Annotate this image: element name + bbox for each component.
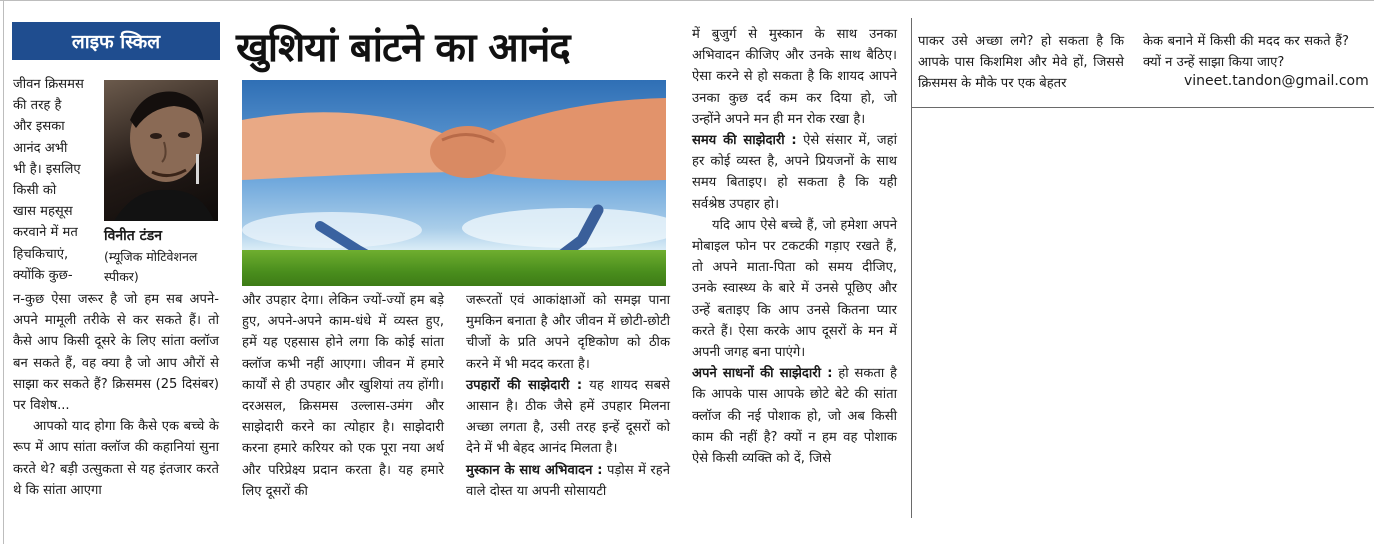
column-3-body [466,290,670,502]
intro-line: हिचकिचाएं, [13,246,69,262]
top-rule [0,0,1374,1]
column-1-body [13,289,219,501]
column-3-text: जरूरतों एवं आकांक्षाओं को समझ पाना मुमकिन बनाता है और जीवन में छोटी-छोटी चीजों के प्रति अपने दृष्टिकोण को ठीक करने में भी मदद करता है। [466,293,670,372]
column-5-body: पाकर उसे अच्छा लगे? हो सकता है कि आपके पास किशमिश और मेवे हों, जिससे क्रिसमस के मौके पर एक बेहतर [918,34,1124,92]
subsection-greeting-text: पड़ोस में रहने वाले दोस्त या अपनी सोसायटी [466,462,670,499]
column-4-body [692,24,897,469]
intro-line: भी है। इसलिए [13,161,81,177]
subsection-gifts-text: यह शायद सबसे आसान है। ठीक जैसे हमें उपहार मिलना अच्छा लगता है, उसी तरह इन्हें दूसरों को देने में भी बेहद आनंद मिलता है। [466,377,670,457]
column-end-rule [911,107,1374,108]
author-email: vineet.tandon@gmail.com [1184,73,1369,89]
article-right-border [911,18,912,518]
intro-line: क्योंकि कुछ- [13,267,73,283]
column-4-text: में बुजुर्ग से मुस्कान के साथ उनका अभिवादन कीजिए और उनके साथ बैठिए। ऐसा करने से हो सकता है कि शायद आपने उनका कुछ दर्द कम कर दिया हो, जो उन्होंने अपने मन ही मन रोक रखा है। [692,27,897,127]
subheading-time: समय की साझेदारी : [692,133,797,149]
author-name: विनीत टंडन [104,228,162,244]
main-photo [242,80,666,286]
column-1-text: न-कुछ ऐसा जरूर है जो हम सब अपने-अपने मामूली तरीके से कर सकते हैं। तो कैसे आप किसी दूसरे के लिए सांता क्लॉज बन सकते हैं, वह क्या है जो आप औरों से साझा कर सकते हैं? क्रिसमस (25 दिसंबर) पर विशेष... [13,292,219,414]
subsection-time-text: ऐसे संसार में, जहां हर कोई व्यस्त है, अपने प्रियजनों के साथ समय बिताइए। हो सकता है कि यही सर्वश्रेष्ठ उपहार हो। [692,133,897,212]
grass [242,250,666,286]
column-3-subsection-greeting [466,460,670,502]
intro-line: किसी को [13,183,57,199]
author-role: (म्यूजिक मोटिवेशनल स्पीकर) [104,249,198,284]
subheading-gifts: उपहारों की साझेदारी : [466,377,583,393]
author-photo [104,80,218,221]
subsection-resources-text: हो सकता है कि आपके पास आपके छोटे बेटे की सांता क्लॉज की नई पोशाक हो, जो अब किसी काम की नहीं है? क्यों न हम वह पोशाक ऐसे किसी व्यक्ति को दें, जिसे [692,366,898,467]
intro-line: की तरह है [13,98,62,114]
left-page-edge [3,0,4,544]
column-4-subsection-time [692,130,897,215]
intro-line: और इसका [13,119,65,135]
column-3-subsection-gifts [466,375,670,460]
intro-line: जीवन क्रिसमस [13,77,84,92]
column-6-body: केक बनाने में किसी की मदद कर सकते हैं? क्यों न उन्हें साझा किया जाए? [1143,34,1349,71]
intro-line: खास महसूस [13,204,73,220]
subheading-greeting: मुस्कान के साथ अभिवादन : [466,462,603,478]
column-4-paragraph-2: यदि आप ऐसे बच्चे हैं, जो हमेशा अपने मोबाइल फोन पर टकटकी गड़ाए रखते हैं, तो अपने माता-पिता को समय दीजिए, उनके स्वास्थ्य के बारे में उनसे पूछिए और उन्हें बताइए कि आप उनसे कितना प्यार करते हैं। ऐसा करके आप दूसरों के मन में अपनी जगह बना पाएंगे। [692,217,897,361]
headline: खुशियां बांटने का आनंद [236,25,570,71]
intro-line: करवाने में मत [13,225,78,241]
column-1-paragraph-2: आपको याद होगा कि कैसे एक बच्चे के रूप में आप सांता क्लॉज की कहानियां सुना करते थे? बड़ी उत्सुकता से यह इंतजार करते थे कि सांता आएगा [13,419,219,498]
intro-line: आनंद अभी [13,140,68,156]
author-portrait-illustration [104,80,218,221]
intro-text [13,74,98,286]
column-2-body: और उपहार देगा। लेकिन ज्यों-ज्यों हम बड़े हुए, अपने-अपने काम-धंधे में व्यस्त हुए, हमें यह एहसास होने लगा कि कोई सांता क्लॉज कभी नहीं आएगा। जीवन में हमारे कार्यों से ही उपहार और खुशियां तय होंगी। दरअसल, क्रिसमस उल्लास-उमंग और साझेदारी करने का त्योहार है। साझेदारी करना हमारे करियर को एक पूरा नया अर्थ और परिप्रेक्ष्य प्रदान करता है। यह हमारे लिए दूसरों की [242,293,444,499]
column-4-subsection-resources [692,363,897,469]
subheading-resources: अपने साधनों की साझेदारी : [692,366,833,382]
section-label: लाइफ स्किल [12,22,220,60]
